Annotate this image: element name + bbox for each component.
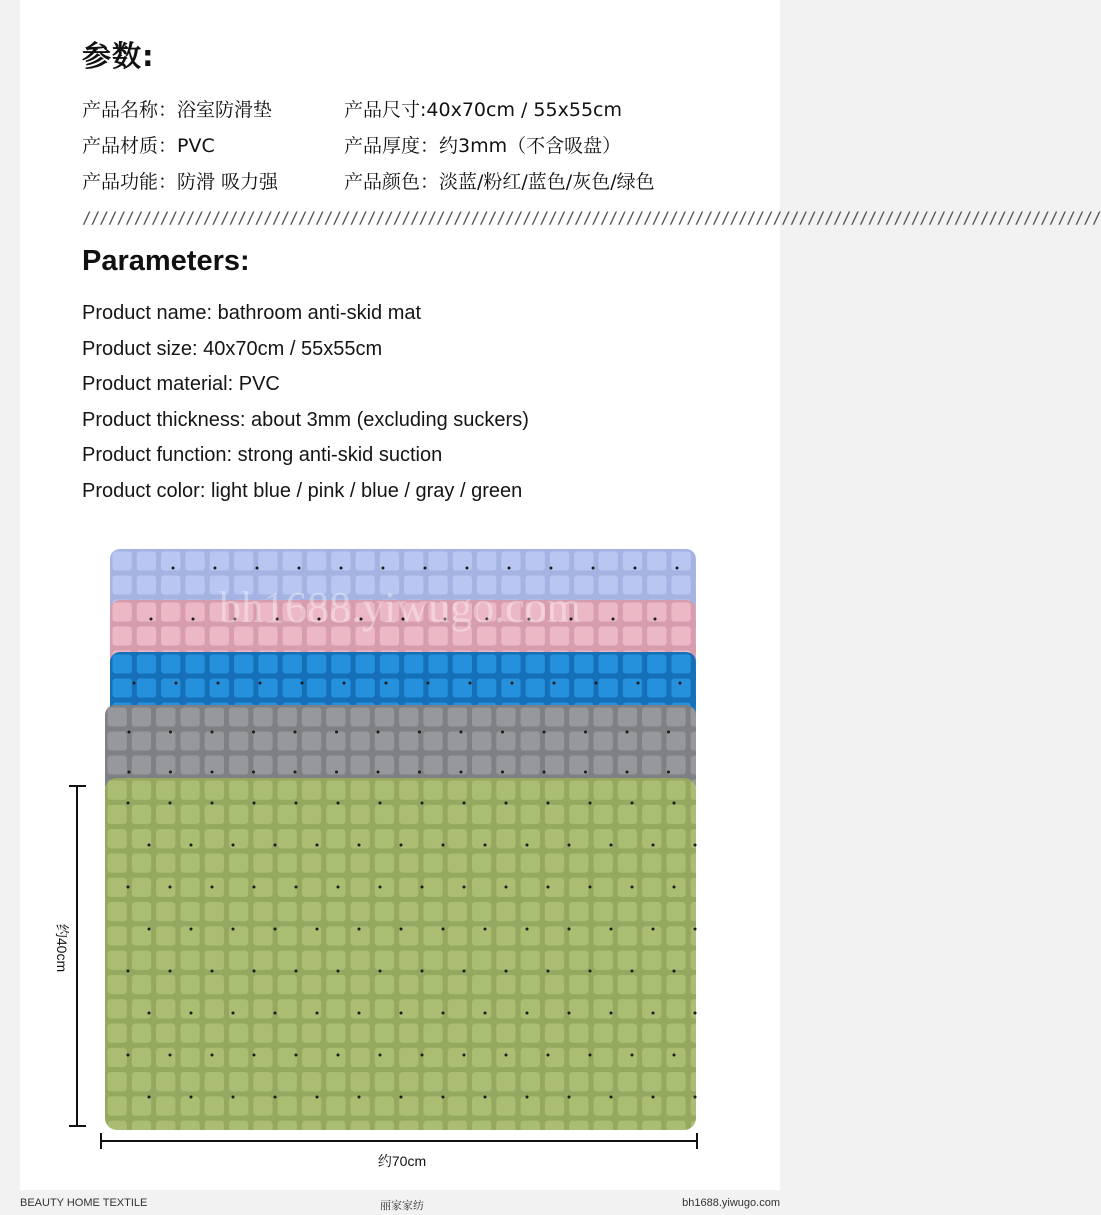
suction-hole bbox=[211, 771, 214, 774]
suction-hole bbox=[340, 567, 343, 570]
suction-hole bbox=[673, 1054, 676, 1057]
chinese-parameter-row bbox=[82, 162, 702, 198]
suction-hole bbox=[232, 1012, 235, 1015]
suction-hole bbox=[584, 771, 587, 774]
suction-hole bbox=[676, 567, 679, 570]
product-material-cn: 产品材质：PVC bbox=[82, 134, 215, 157]
suction-hole bbox=[543, 771, 546, 774]
suction-hole bbox=[211, 731, 214, 734]
product-thickness-en: Product thickness: about 3mm (excluding suckers) bbox=[82, 408, 529, 431]
suction-hole bbox=[316, 1012, 319, 1015]
suction-hole bbox=[148, 1012, 151, 1015]
suction-hole bbox=[421, 970, 424, 973]
suction-hole bbox=[190, 844, 193, 847]
suction-hole bbox=[148, 844, 151, 847]
suction-hole bbox=[469, 682, 472, 685]
chinese-parameter-row bbox=[82, 90, 702, 126]
suction-hole bbox=[584, 731, 587, 734]
suction-hole bbox=[253, 970, 256, 973]
suction-hole bbox=[421, 886, 424, 889]
suction-hole bbox=[505, 970, 508, 973]
suction-hole bbox=[211, 886, 214, 889]
suction-hole bbox=[654, 618, 657, 621]
suction-hole bbox=[673, 802, 676, 805]
suction-hole bbox=[442, 1012, 445, 1015]
product-size-cn: 产品尺寸:40x70cm / 55x55cm bbox=[344, 98, 622, 121]
suction-hole bbox=[568, 1012, 571, 1015]
suction-hole bbox=[637, 682, 640, 685]
suction-hole bbox=[631, 802, 634, 805]
suction-hole bbox=[295, 802, 298, 805]
suction-hole bbox=[418, 731, 421, 734]
suction-hole bbox=[550, 567, 553, 570]
suction-hole bbox=[127, 970, 130, 973]
suction-hole bbox=[634, 567, 637, 570]
suction-hole bbox=[337, 802, 340, 805]
suction-hole bbox=[175, 682, 178, 685]
suction-hole bbox=[252, 771, 255, 774]
suction-hole bbox=[217, 682, 220, 685]
suction-hole bbox=[610, 844, 613, 847]
suction-hole bbox=[128, 771, 131, 774]
suction-hole bbox=[358, 1096, 361, 1099]
suction-hole bbox=[316, 1096, 319, 1099]
suction-hole bbox=[589, 970, 592, 973]
suction-hole bbox=[694, 1012, 697, 1015]
suction-hole bbox=[148, 1096, 151, 1099]
suction-hole bbox=[343, 682, 346, 685]
suction-hole bbox=[150, 618, 153, 621]
suction-hole bbox=[294, 771, 297, 774]
suction-hole bbox=[301, 682, 304, 685]
suction-hole bbox=[211, 802, 214, 805]
english-parameters-list bbox=[82, 296, 529, 509]
suction-hole bbox=[295, 970, 298, 973]
suction-hole bbox=[694, 844, 697, 847]
suction-hole bbox=[253, 1054, 256, 1057]
product-material-en: Product material: PVC bbox=[82, 373, 280, 395]
suction-hole bbox=[460, 731, 463, 734]
suction-hole bbox=[400, 844, 403, 847]
height-dimension-label: 约40cm bbox=[54, 923, 70, 973]
suction-hole bbox=[694, 1096, 697, 1099]
suction-hole bbox=[631, 886, 634, 889]
suction-hole bbox=[511, 682, 514, 685]
suction-hole bbox=[295, 886, 298, 889]
suction-hole bbox=[274, 928, 277, 931]
suction-hole bbox=[553, 682, 556, 685]
suction-hole bbox=[667, 771, 670, 774]
suction-hole bbox=[400, 1096, 403, 1099]
suction-hole bbox=[274, 1096, 277, 1099]
suction-hole bbox=[148, 928, 151, 931]
suction-hole bbox=[526, 1096, 529, 1099]
suction-hole bbox=[169, 731, 172, 734]
suction-hole bbox=[568, 928, 571, 931]
suction-hole bbox=[466, 567, 469, 570]
suction-hole bbox=[379, 1054, 382, 1057]
suction-hole bbox=[190, 1012, 193, 1015]
footer-url: bh1688.yiwugo.com bbox=[682, 1197, 780, 1209]
suction-hole bbox=[316, 928, 319, 931]
suction-hole bbox=[652, 1096, 655, 1099]
suction-hole bbox=[379, 802, 382, 805]
suction-hole bbox=[400, 928, 403, 931]
suction-hole bbox=[274, 1012, 277, 1015]
suction-hole bbox=[568, 1096, 571, 1099]
suction-hole bbox=[673, 886, 676, 889]
suction-hole bbox=[358, 1012, 361, 1015]
suction-hole bbox=[484, 928, 487, 931]
suction-hole bbox=[610, 1012, 613, 1015]
suction-hole bbox=[379, 886, 382, 889]
english-parameters-title: Parameters: bbox=[82, 245, 250, 277]
suction-hole bbox=[589, 886, 592, 889]
suction-hole bbox=[256, 567, 259, 570]
suction-hole bbox=[421, 802, 424, 805]
suction-hole bbox=[358, 844, 361, 847]
suction-hole bbox=[626, 731, 629, 734]
suction-hole bbox=[232, 844, 235, 847]
suction-hole bbox=[274, 844, 277, 847]
suction-hole bbox=[442, 928, 445, 931]
suction-hole bbox=[501, 771, 504, 774]
suction-hole bbox=[169, 886, 172, 889]
suction-hole bbox=[295, 1054, 298, 1057]
suction-hole bbox=[211, 970, 214, 973]
suction-hole bbox=[631, 1054, 634, 1057]
suction-hole bbox=[127, 802, 130, 805]
suction-hole bbox=[133, 682, 136, 685]
suction-hole bbox=[543, 731, 546, 734]
suction-hole bbox=[652, 1012, 655, 1015]
product-name-cn: 产品名称：浴室防滑垫 bbox=[82, 98, 273, 121]
suction-hole bbox=[127, 1054, 130, 1057]
suction-hole bbox=[505, 886, 508, 889]
suction-hole bbox=[335, 771, 338, 774]
suction-hole bbox=[382, 567, 385, 570]
suction-hole bbox=[612, 618, 615, 621]
suction-hole bbox=[169, 802, 172, 805]
suction-hole bbox=[463, 886, 466, 889]
suction-hole bbox=[501, 731, 504, 734]
slash-divider: ////////////////////////////////////////////////////////////////////////////////////////////////////////////////////// bbox=[82, 208, 1101, 227]
suction-hole bbox=[169, 970, 172, 973]
suction-hole bbox=[169, 771, 172, 774]
suction-hole bbox=[526, 1012, 529, 1015]
width-dimension-label: 约70cm bbox=[377, 1153, 427, 1169]
suction-hole bbox=[460, 771, 463, 774]
suction-hole bbox=[463, 970, 466, 973]
suction-hole bbox=[385, 682, 388, 685]
chinese-parameter-row bbox=[82, 126, 702, 162]
suction-hole bbox=[463, 1054, 466, 1057]
product-color-cn: 产品颜色：淡蓝/粉红/蓝色/灰色/绿色 bbox=[344, 170, 655, 193]
suction-hole bbox=[484, 1096, 487, 1099]
suction-hole bbox=[298, 567, 301, 570]
suction-hole bbox=[589, 1054, 592, 1057]
suction-hole bbox=[252, 731, 255, 734]
footer-shop-name: 丽家家纺 bbox=[380, 1200, 424, 1212]
suction-hole bbox=[547, 886, 550, 889]
suction-hole bbox=[259, 682, 262, 685]
suction-hole bbox=[214, 567, 217, 570]
image-watermark: bh1688.yiwugo.com bbox=[219, 583, 581, 632]
suction-hole bbox=[694, 928, 697, 931]
chinese-parameters-title: 参数: bbox=[82, 39, 155, 73]
product-function-cn: 产品功能：防滑 吸力强 bbox=[82, 170, 279, 193]
suction-hole bbox=[127, 886, 130, 889]
width-dimension-marker bbox=[101, 1133, 697, 1149]
suction-hole bbox=[232, 928, 235, 931]
suction-hole bbox=[424, 567, 427, 570]
suction-hole bbox=[192, 618, 195, 621]
suction-hole bbox=[484, 844, 487, 847]
green-mat bbox=[105, 778, 696, 1130]
product-thickness-cn: 产品厚度：约3mm（不含吸盘） bbox=[344, 134, 622, 157]
suction-hole bbox=[652, 928, 655, 931]
suction-hole bbox=[190, 928, 193, 931]
suction-hole bbox=[128, 731, 131, 734]
suction-hole bbox=[526, 844, 529, 847]
suction-hole bbox=[484, 1012, 487, 1015]
suction-hole bbox=[547, 802, 550, 805]
chinese-parameters-table bbox=[82, 90, 702, 198]
suction-hole bbox=[679, 682, 682, 685]
suction-hole bbox=[294, 731, 297, 734]
product-function-en: Product function: strong anti-skid suction bbox=[82, 444, 443, 466]
suction-hole bbox=[211, 1054, 214, 1057]
suction-hole bbox=[547, 1054, 550, 1057]
suction-hole bbox=[337, 1054, 340, 1057]
suction-hole bbox=[358, 928, 361, 931]
suction-hole bbox=[421, 1054, 424, 1057]
suction-hole bbox=[400, 1012, 403, 1015]
suction-hole bbox=[508, 567, 511, 570]
suction-hole bbox=[253, 802, 256, 805]
suction-hole bbox=[568, 844, 571, 847]
suction-hole bbox=[592, 567, 595, 570]
suction-hole bbox=[316, 844, 319, 847]
bath-mat-product-photo bbox=[0, 540, 800, 1190]
suction-hole bbox=[232, 1096, 235, 1099]
suction-hole bbox=[418, 771, 421, 774]
product-name-en: Product name: bathroom anti-skid mat bbox=[82, 302, 422, 324]
suction-hole bbox=[626, 771, 629, 774]
suction-hole bbox=[667, 731, 670, 734]
suction-hole bbox=[505, 802, 508, 805]
height-dimension-marker bbox=[69, 786, 86, 1126]
suction-hole bbox=[505, 1054, 508, 1057]
product-color-en: Product color: light blue / pink / blue / gray / green bbox=[82, 479, 523, 502]
suction-hole bbox=[335, 731, 338, 734]
suction-hole bbox=[589, 802, 592, 805]
suction-hole bbox=[442, 844, 445, 847]
footer-brand: BEAUTY HOME TEXTILE bbox=[20, 1197, 148, 1209]
suction-hole bbox=[610, 928, 613, 931]
suction-hole bbox=[652, 844, 655, 847]
suction-hole bbox=[190, 1096, 193, 1099]
suction-hole bbox=[172, 567, 175, 570]
suction-hole bbox=[377, 771, 380, 774]
suction-hole bbox=[169, 1054, 172, 1057]
suction-hole bbox=[442, 1096, 445, 1099]
suction-hole bbox=[377, 731, 380, 734]
suction-hole bbox=[631, 970, 634, 973]
suction-hole bbox=[253, 886, 256, 889]
suction-hole bbox=[463, 802, 466, 805]
suction-hole bbox=[379, 970, 382, 973]
product-size-en: Product size: 40x70cm / 55x55cm bbox=[82, 337, 383, 360]
suction-hole bbox=[610, 1096, 613, 1099]
suction-hole bbox=[547, 970, 550, 973]
suction-hole bbox=[337, 886, 340, 889]
suction-hole bbox=[526, 928, 529, 931]
suction-hole bbox=[595, 682, 598, 685]
suction-hole bbox=[427, 682, 430, 685]
suction-hole bbox=[337, 970, 340, 973]
suction-hole bbox=[673, 970, 676, 973]
